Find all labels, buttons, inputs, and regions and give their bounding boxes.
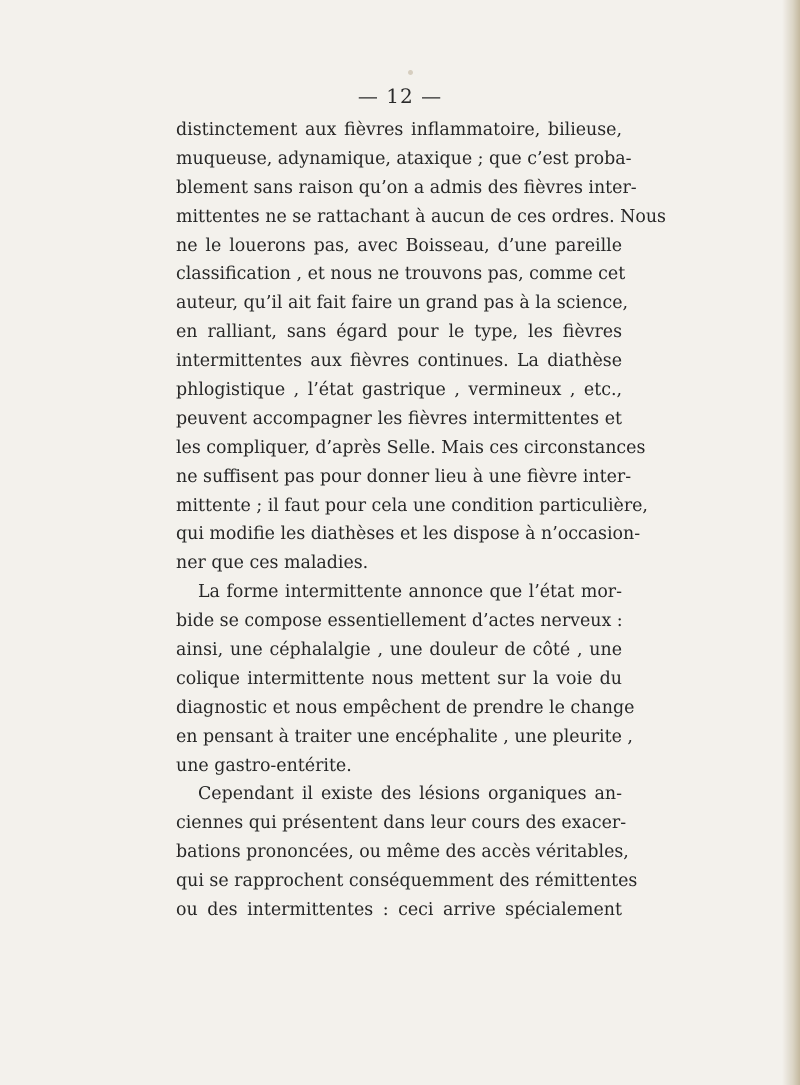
- text-line: qui modifie les diathèses et les dispose à n’occasion-: [176, 524, 641, 545]
- paragraph-end-line: ner que ces maladies.: [176, 553, 369, 574]
- text-line: distinctement aux fièvres inflammatoire, bilieuse,: [176, 120, 622, 140]
- text-line: ou des intermittentes : ceci arrive spécialement: [176, 900, 622, 921]
- paper-spot: [408, 70, 413, 75]
- text-line: ciennes qui présentent dans leur cours des exacer-: [176, 813, 627, 834]
- text-line: ne suffisent pas pour donner lieu à une fièvre inter-: [176, 466, 632, 487]
- paragraph-start-line: La forme intermittente annonce que l’état mor-: [198, 582, 622, 603]
- text-line: en pensant à traiter une encéphalite , une pleurite ,: [176, 726, 633, 747]
- body-text: [176, 116, 666, 925]
- page-edge-shadow: [782, 0, 800, 1085]
- text-line: ainsi, une céphalalgie , une douleur de côté , une: [176, 640, 622, 661]
- text-line: colique intermittente nous mettent sur la voie du: [176, 668, 622, 689]
- text-line: bations prononcées, ou même des accès véritables,: [176, 842, 629, 863]
- text-line: phlogistique , l’état gastrique , vermineux , etc.,: [176, 380, 622, 401]
- text-line: peuvent accompagner les fièvres intermittentes et: [176, 408, 622, 429]
- text-line: blement sans raison qu’on a admis des fièvres inter-: [176, 177, 637, 198]
- text-line: bide se compose essentiellement d’actes nerveux :: [176, 611, 623, 632]
- text-line: diagnostic et nous empêchent de prendre le change: [176, 697, 635, 718]
- text-line: les compliquer, d’après Selle. Mais ces circonstances: [176, 437, 646, 458]
- text-line: intermittentes aux fièvres continues. La diathèse: [176, 351, 622, 372]
- text-line: en ralliant, sans égard pour le type, les fièvres: [176, 322, 622, 343]
- text-line: mittentes ne se rattachant à aucun de ces ordres. Nous: [176, 206, 666, 227]
- paragraph-end-line: une gastro-entérite.: [176, 755, 352, 776]
- text-line: qui se rapprochent conséquemment des rémittentes: [176, 871, 638, 892]
- text-line: auteur, qu’il ait fait faire un grand pas à la science,: [176, 293, 629, 314]
- paragraph-start-line: Cependant il existe des lésions organiques an-: [198, 784, 622, 805]
- text-line: mittente ; il faut pour cela une condition particulière,: [176, 495, 648, 516]
- text-line: ne le louerons pas, avec Boisseau, d’une pareille: [176, 235, 622, 256]
- text-line: muqueuse, adynamique, ataxique ; que c’est proba-: [176, 148, 632, 169]
- text-line: classification , et nous ne trouvons pas, comme cet: [176, 264, 626, 285]
- page-number: — 12 —: [357, 84, 443, 108]
